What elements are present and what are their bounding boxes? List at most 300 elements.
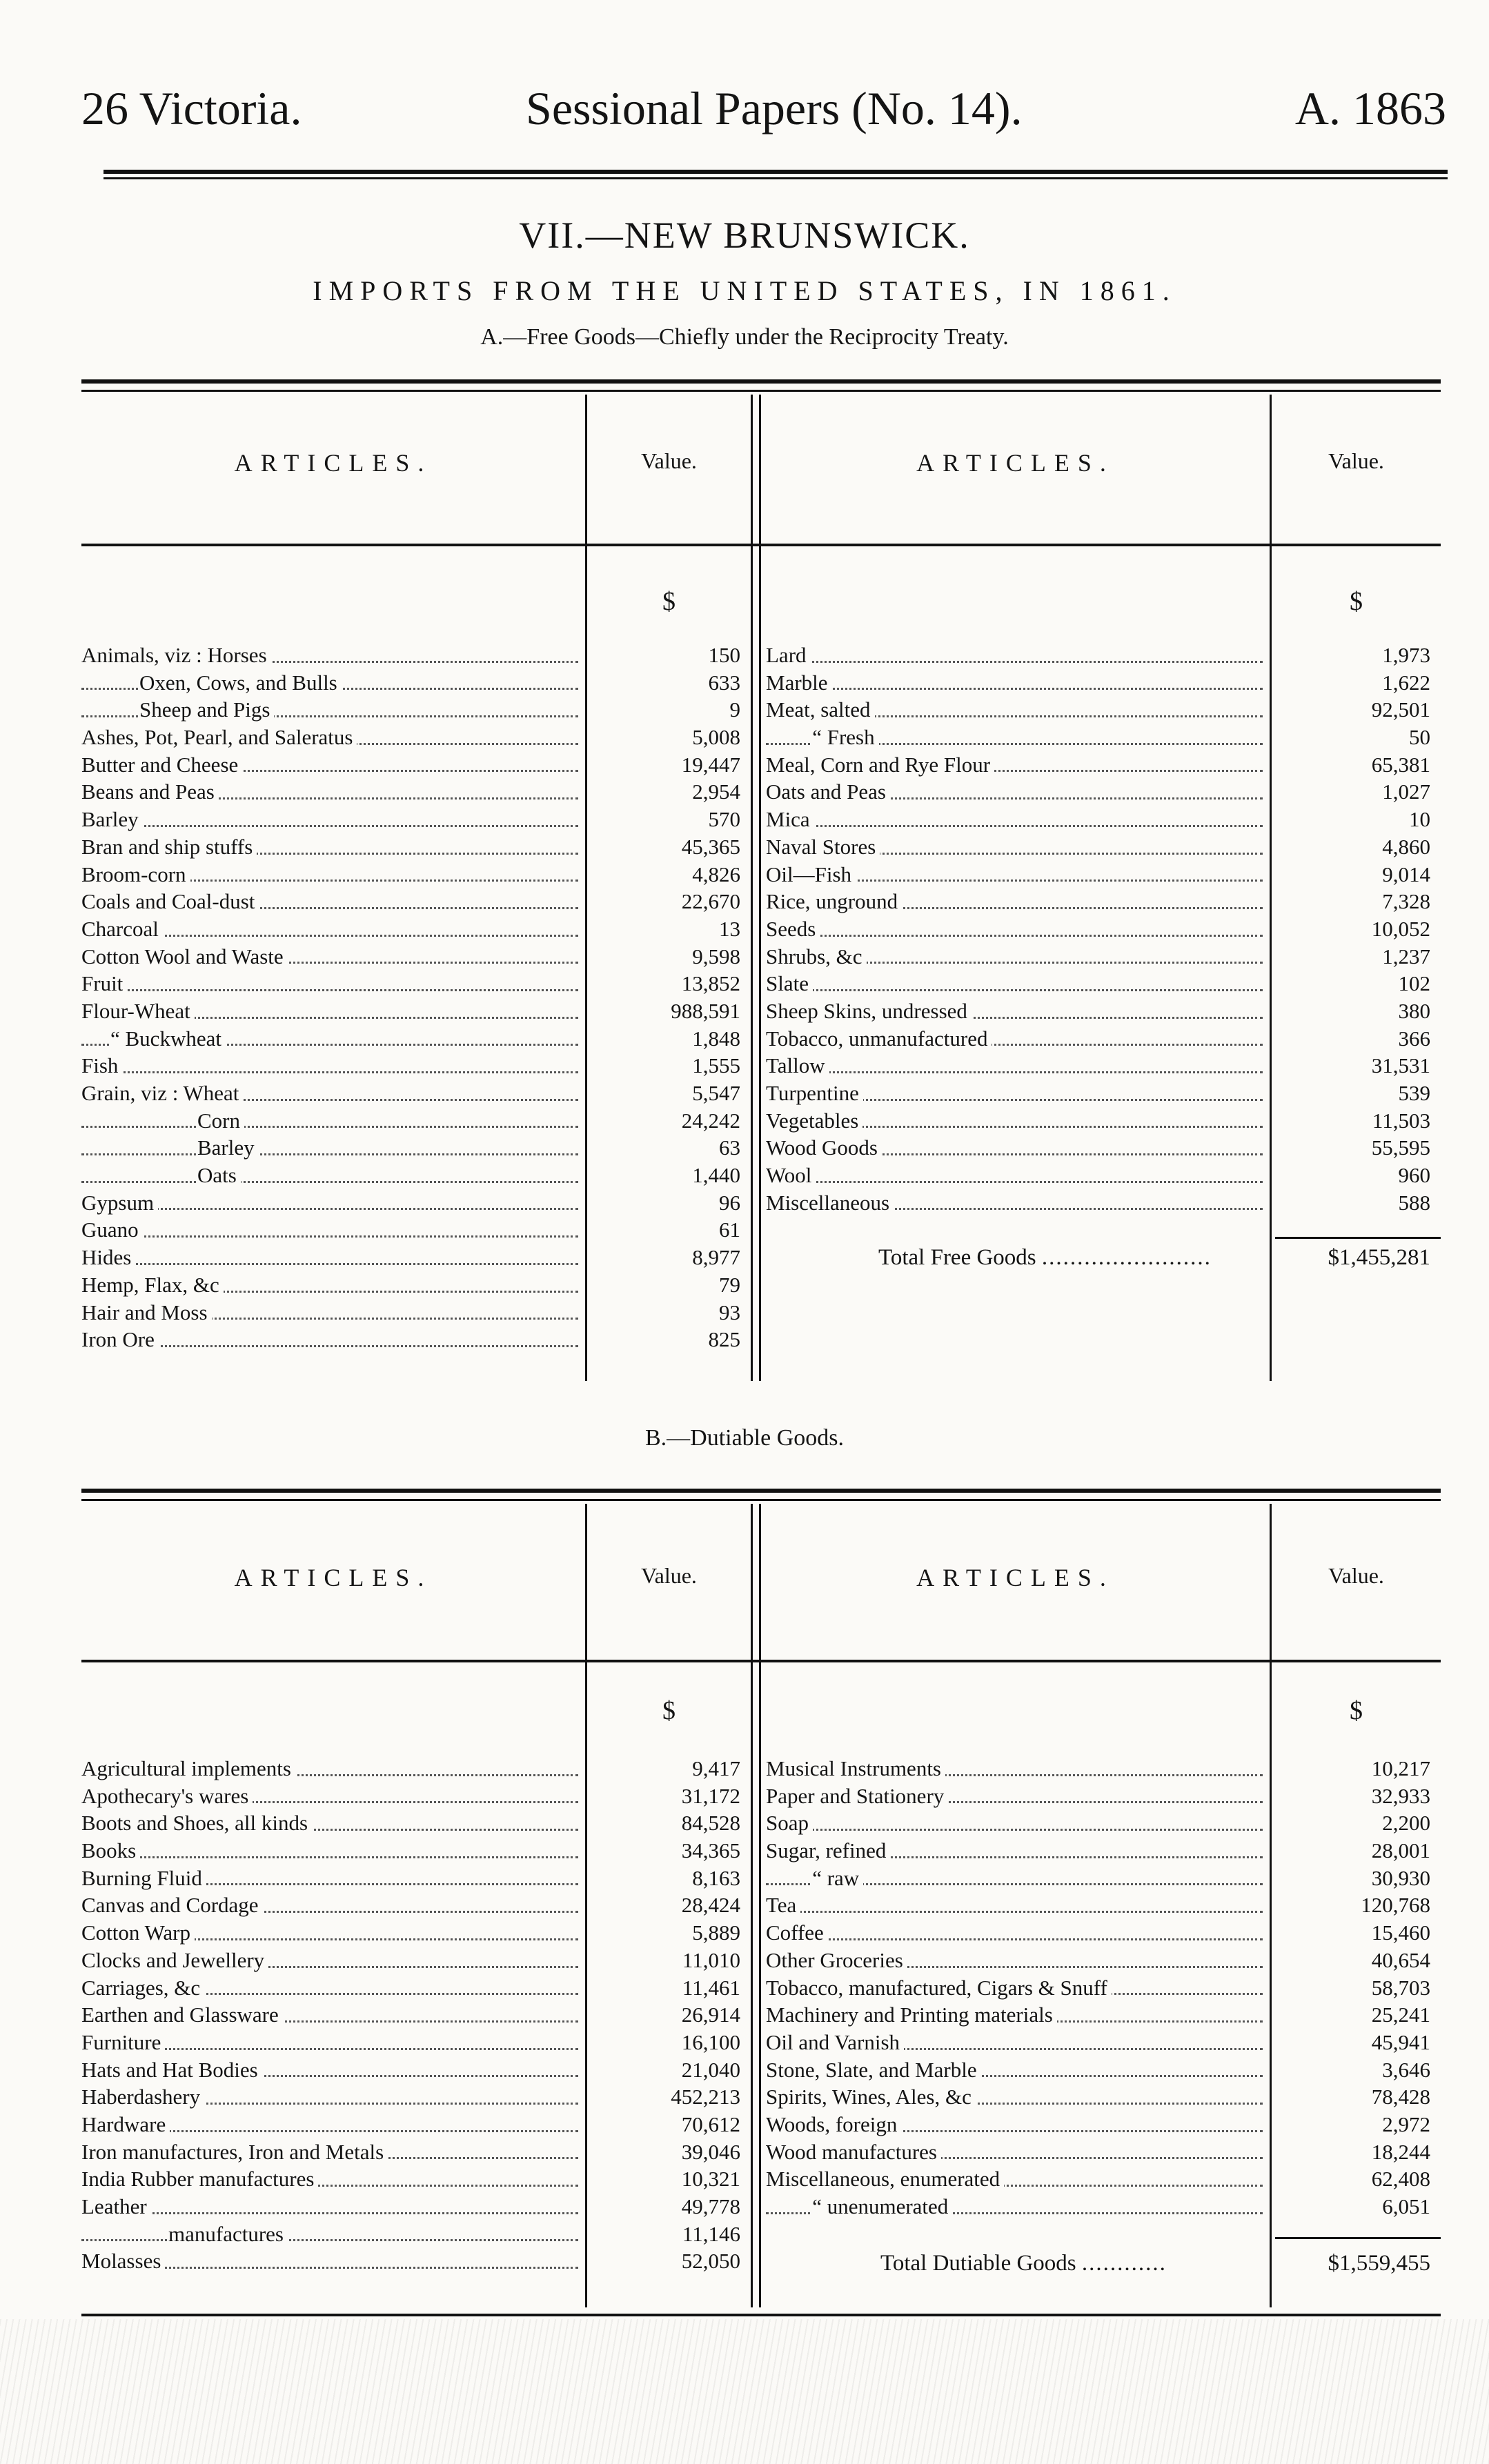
article-row (766, 2001, 1263, 2029)
article-name: Spirits, Wines, Ales, &c (766, 2085, 976, 2109)
article-name: Rice, unground (766, 889, 902, 913)
column-divider (751, 1504, 753, 2307)
column-divider (751, 395, 753, 1381)
article-name: Hats and Hat Bodies (81, 2058, 262, 2082)
leader-dots (81, 1856, 578, 1858)
article-value: 825 (708, 1327, 740, 1352)
article-row (766, 1134, 1263, 1162)
article-row (81, 1052, 578, 1080)
article-row (766, 1837, 1263, 1865)
leader-dots (766, 825, 1263, 827)
column-header-articles: ARTICLES. (916, 1564, 1114, 1591)
article-value: 1,622 (1382, 670, 1430, 695)
article-name: Animals, viz : Horses (81, 643, 271, 667)
article-value: 1,555 (692, 1053, 740, 1078)
table-bottom-rule (81, 2314, 1441, 2316)
article-value: 4,860 (1382, 834, 1430, 859)
article-value: 10 (1409, 807, 1430, 832)
article-value: 28,424 (681, 1893, 740, 1918)
article-row (766, 943, 1263, 971)
dutiable-goods-table (81, 1489, 1441, 2309)
article-row (766, 1974, 1263, 2002)
article-row (766, 833, 1263, 861)
leader-dots (81, 989, 578, 991)
article-name: Leather (81, 2194, 151, 2218)
article-name: manufactures (168, 2222, 288, 2246)
article-row (766, 642, 1263, 669)
article-value: 8,977 (692, 1245, 740, 1270)
free-goods-right-values (1272, 642, 1430, 1216)
article-value: 10,217 (1371, 1756, 1430, 1780)
article-row (766, 1782, 1263, 1810)
article-row (81, 997, 578, 1025)
article-value: 34,365 (681, 1838, 740, 1863)
article-name: Wood manufactures (766, 2140, 941, 2164)
article-name: Seeds (766, 917, 820, 941)
article-row (766, 1891, 1263, 1919)
article-name: Cotton Wool and Waste (81, 944, 288, 968)
article-name: Boots and Shoes, all kinds (81, 1811, 312, 1835)
article-name: Agricultural implements (81, 1756, 295, 1780)
article-row (766, 751, 1263, 779)
article-value: 70,612 (681, 2112, 740, 2136)
article-value: 102 (1398, 971, 1430, 996)
article-row (766, 2111, 1263, 2138)
article-value: 31,531 (1371, 1053, 1430, 1078)
column-header-articles: ARTICLES. (916, 449, 1114, 477)
article-value: 58,703 (1371, 1975, 1430, 2000)
article-value: 452,213 (671, 2085, 740, 2109)
article-name: Hair and Moss (81, 1300, 212, 1324)
article-value: 79 (719, 1272, 740, 1297)
article-value: 960 (1398, 1163, 1430, 1188)
leader-dots (766, 1911, 1263, 1913)
article-row (766, 1755, 1263, 1782)
leader-dots (81, 1153, 578, 1155)
article-name: Tea (766, 1893, 800, 1917)
article-row (81, 1919, 578, 1947)
currency-symbol: $ (662, 1696, 676, 1725)
section-a-caption: A.—Free Goods—Chiefly under the Reciprocity Treaty. (480, 324, 1009, 350)
article-value: 50 (1409, 725, 1430, 750)
article-value: 84,528 (681, 1811, 740, 1836)
leader-dots (766, 688, 1263, 690)
article-row (81, 1025, 578, 1053)
article-value: 55,595 (1371, 1135, 1430, 1160)
article-row (81, 1782, 578, 1810)
column-header-articles: ARTICLES. (234, 1564, 433, 1591)
total-rule (1275, 2237, 1441, 2239)
article-name: Barley (81, 807, 143, 831)
column-header-value: Value. (1328, 1563, 1384, 1588)
article-name: Hides (81, 1245, 135, 1269)
scan-texture (0, 2319, 1489, 2464)
article-row (766, 696, 1263, 724)
article-name: Haberdashery (81, 2085, 204, 2109)
article-row (766, 669, 1263, 697)
free-goods-left-values (587, 642, 740, 1353)
article-value: 45,941 (1371, 2029, 1430, 2054)
article-row (81, 2111, 578, 2138)
article-row (81, 669, 578, 697)
article-name: Meat, salted (766, 697, 875, 722)
article-name: Butter and Cheese (81, 753, 242, 777)
article-row (766, 2165, 1263, 2193)
page-title: VII.—NEW BRUNSWICK. (519, 215, 970, 256)
article-name: Other Groceries (766, 1948, 907, 1972)
article-row (81, 2056, 578, 2084)
article-value: 9,014 (1382, 862, 1430, 886)
article-row (766, 1809, 1263, 1837)
article-value: 539 (1398, 1081, 1430, 1105)
article-value: 39,046 (681, 2139, 740, 2164)
article-value: 13,852 (681, 971, 740, 996)
article-name: Fish (81, 1053, 122, 1077)
total-free-goods-value: $1,455,281 (1328, 1245, 1430, 1270)
column-divider (759, 1504, 761, 2307)
article-row (766, 778, 1263, 806)
article-value: 11,146 (682, 2221, 740, 2246)
article-row (766, 1189, 1263, 1217)
article-name: Naval Stores (766, 835, 880, 859)
article-value: 1,440 (692, 1163, 740, 1188)
article-row (81, 2193, 578, 2220)
article-name: Apothecary's wares (81, 1784, 253, 1808)
article-row (766, 2193, 1263, 2220)
article-name: Tallow (766, 1053, 829, 1077)
leader-dots (766, 1071, 1263, 1073)
article-row (766, 2056, 1263, 2084)
article-name: Oats (197, 1163, 241, 1187)
article-row (81, 2001, 578, 2029)
article-value: 96 (719, 1190, 740, 1215)
article-row (81, 2138, 578, 2166)
leader-dots (766, 1829, 1263, 1831)
leader-dots (81, 1181, 578, 1183)
article-name: Oil—Fish (766, 862, 856, 886)
article-value: 93 (719, 1300, 740, 1324)
total-free-goods-label: Total Free Goods ........................ (878, 1245, 1212, 1270)
total-label: Total Free Goods (878, 1245, 1036, 1270)
article-name: Barley (197, 1135, 259, 1160)
article-name: Wool (766, 1163, 816, 1187)
article-name: Musical Instruments (766, 1756, 945, 1780)
article-name: Slate (766, 971, 813, 995)
article-row (766, 861, 1263, 888)
article-row (766, 970, 1263, 997)
column-header-value: Value. (1328, 448, 1384, 473)
article-value: 19,447 (681, 752, 740, 777)
article-value: 633 (708, 670, 740, 695)
article-value: 25,241 (1371, 2003, 1430, 2027)
article-value: 78,428 (1371, 2085, 1430, 2109)
free-goods-left-articles (81, 642, 578, 1353)
article-row (81, 1837, 578, 1865)
article-value: 1,237 (1382, 944, 1430, 968)
article-value: 988,591 (671, 998, 740, 1023)
article-name: Wood Goods (766, 1135, 882, 1160)
total-dutiable-goods-value: $1,559,455 (1328, 2251, 1430, 2276)
article-row (81, 970, 578, 997)
article-row (81, 1271, 578, 1299)
article-value: 9 (729, 697, 740, 722)
article-value: 366 (1398, 1026, 1430, 1051)
article-name: Machinery and Printing materials (766, 2003, 1057, 2027)
article-value: 63 (719, 1135, 740, 1160)
total-dutiable-goods-label: Total Dutiable Goods ............ (880, 2251, 1167, 2276)
article-name: Grain, viz : Wheat (81, 1081, 243, 1105)
leader-dots (81, 1071, 578, 1073)
column-header-value: Value. (641, 1563, 697, 1588)
article-row (766, 1107, 1263, 1135)
dutiable-goods-left-values (587, 1755, 740, 2275)
article-value: 120,768 (1361, 1893, 1430, 1918)
article-value: 40,654 (1371, 1947, 1430, 1972)
section-b-caption: B.—Dutiable Goods. (644, 1425, 845, 1451)
article-name: “ unenumerated (812, 2194, 952, 2218)
leader-dots (81, 1126, 578, 1128)
article-name: Woods, foreign (766, 2112, 901, 2136)
article-name: Charcoal (81, 917, 163, 941)
header-volume: 26 Victoria. (81, 82, 302, 135)
column-header-articles: ARTICLES. (234, 449, 433, 477)
article-name: Broom-corn (81, 862, 190, 886)
article-value: 2,954 (692, 779, 740, 804)
currency-symbol: $ (662, 587, 676, 616)
article-value: 30,930 (1371, 1865, 1430, 1890)
article-value: 570 (708, 807, 740, 832)
dutiable-goods-right-values (1272, 1755, 1430, 2220)
article-row (766, 2138, 1263, 2166)
article-name: Hardware (81, 2112, 170, 2136)
article-name: Sheep Skins, undressed (766, 999, 972, 1023)
article-row (766, 724, 1263, 751)
leader-dots (766, 1181, 1263, 1183)
article-value: 7,328 (1382, 889, 1430, 914)
article-row (81, 1244, 578, 1271)
article-value: 13 (719, 916, 740, 941)
article-name: Iron manufactures, Iron and Metals (81, 2140, 388, 2164)
article-value: 8,163 (692, 1865, 740, 1890)
article-value: 45,365 (681, 834, 740, 859)
article-name: Hemp, Flax, &c (81, 1273, 224, 1297)
header-year: A. 1863 (1294, 82, 1446, 135)
article-row (81, 1865, 578, 1892)
article-name: Vegetables (766, 1109, 862, 1133)
article-row (81, 696, 578, 724)
article-value: 1,973 (1382, 643, 1430, 667)
article-name: Corn (197, 1109, 244, 1133)
article-value: 9,598 (692, 944, 740, 968)
article-name: “ Fresh (812, 725, 878, 749)
article-row (766, 2029, 1263, 2056)
article-name: Lard (766, 643, 811, 667)
article-name: Soap (766, 1811, 813, 1835)
header-rule (103, 170, 1448, 179)
leader-dots (766, 989, 1263, 991)
article-value: 588 (1398, 1190, 1430, 1215)
article-value: 1,027 (1382, 779, 1430, 804)
article-name: Fruit (81, 971, 127, 995)
free-goods-right-articles (766, 642, 1263, 1216)
article-row (766, 2083, 1263, 2111)
leader-dots (766, 661, 1263, 663)
article-value: 2,200 (1382, 1811, 1430, 1836)
article-row (766, 1025, 1263, 1053)
article-name: Paper and Stationery (766, 1784, 948, 1808)
article-value: 380 (1398, 998, 1430, 1023)
article-value: 62,408 (1371, 2167, 1430, 2192)
leader-dots (766, 935, 1263, 937)
header-title: Sessional Papers (No. 14). (526, 82, 1023, 135)
article-row (81, 888, 578, 915)
article-name: Iron Ore (81, 1327, 159, 1351)
leader-dots (81, 1235, 578, 1238)
article-row (81, 1809, 578, 1837)
article-name: Sugar, refined (766, 1838, 890, 1862)
article-row (81, 1326, 578, 1353)
article-name: Coffee (766, 1920, 828, 1945)
currency-symbol: $ (1350, 587, 1363, 616)
article-value: 1,848 (692, 1026, 740, 1051)
article-name: Gypsum (81, 1191, 158, 1215)
article-name: Cotton Warp (81, 1920, 195, 1945)
article-name: Meal, Corn and Rye Flour (766, 753, 994, 777)
article-name: Ashes, Pot, Pearl, and Saleratus (81, 725, 357, 749)
article-value: 15,460 (1371, 1920, 1430, 1945)
leader-dots (766, 1938, 1263, 1940)
article-value: 61 (719, 1218, 740, 1242)
article-value: 10,321 (681, 2167, 740, 2192)
article-name: “ raw (812, 1866, 863, 1890)
dutiable-goods-right-articles (766, 1755, 1263, 2220)
leader-dots (81, 2239, 578, 2241)
article-name: Oxen, Cows, and Bulls (139, 670, 342, 695)
article-name: Flour-Wheat (81, 999, 195, 1023)
article-value: 11,010 (682, 1947, 740, 1972)
column-divider (759, 395, 761, 1381)
article-row (81, 1299, 578, 1327)
article-row (81, 1162, 578, 1189)
article-name: Carriages, &c (81, 1976, 204, 2000)
article-row (81, 2165, 578, 2193)
article-name: Miscellaneous, enumerated (766, 2167, 1004, 2191)
header-rule (81, 544, 1441, 546)
article-name: Sheep and Pigs (139, 697, 274, 722)
page-subtitle: IMPORTS FROM THE UNITED STATES, IN 1861. (313, 275, 1176, 306)
article-row (766, 1865, 1263, 1892)
article-value: 10,052 (1371, 916, 1430, 941)
article-name: Beans and Peas (81, 779, 219, 804)
article-value: 11,503 (1372, 1108, 1430, 1133)
article-value: 28,001 (1371, 1838, 1430, 1863)
article-name: Oats and Peas (766, 779, 890, 804)
article-row (81, 1080, 578, 1107)
article-name: Tobacco, manufactured, Cigars & Snuff (766, 1976, 1112, 2000)
article-value: 92,501 (1371, 697, 1430, 722)
article-row (766, 1162, 1263, 1189)
article-row (81, 751, 578, 779)
article-row (766, 1919, 1263, 1947)
article-row (81, 1974, 578, 2002)
article-row (81, 1755, 578, 1782)
total-label: Total Dutiable Goods (880, 2251, 1076, 2276)
article-value: 16,100 (681, 2029, 740, 2054)
article-name: Earthen and Glassware (81, 2003, 283, 2027)
article-name: Books (81, 1838, 140, 1862)
article-value: 18,244 (1371, 2139, 1430, 2164)
article-name: Burning Fluid (81, 1866, 206, 1890)
free-goods-table (81, 379, 1441, 1383)
article-value: 65,381 (1371, 752, 1430, 777)
leader-dots (81, 825, 578, 827)
article-value: 26,914 (681, 2003, 740, 2027)
article-value: 32,933 (1371, 1783, 1430, 1808)
article-row (81, 1134, 578, 1162)
article-row (766, 888, 1263, 915)
article-value: 24,242 (681, 1108, 740, 1133)
currency-symbol: $ (1350, 1696, 1363, 1725)
article-row (81, 861, 578, 888)
article-name: Molasses (81, 2249, 165, 2273)
article-name: Coals and Coal-dust (81, 889, 259, 913)
article-name: “ Buckwheat (110, 1026, 226, 1051)
article-row (81, 943, 578, 971)
article-name: Oil and Varnish (766, 2030, 904, 2054)
article-row (81, 833, 578, 861)
article-name: Guano (81, 1218, 143, 1242)
article-row (81, 2247, 578, 2275)
article-value: 22,670 (681, 889, 740, 914)
article-row (81, 2220, 578, 2248)
leader-dots (81, 2212, 578, 2214)
article-row (766, 997, 1263, 1025)
article-row (766, 1947, 1263, 1974)
article-name: Furniture (81, 2030, 165, 2054)
table-top-rule (81, 379, 1441, 392)
article-row (81, 1189, 578, 1217)
article-value: 6,051 (1382, 2194, 1430, 2218)
article-value: 49,778 (681, 2194, 740, 2218)
article-row (81, 1107, 578, 1135)
running-header (81, 81, 1446, 143)
article-value: 11,461 (682, 1975, 740, 2000)
article-name: Mica (766, 807, 814, 831)
article-row (81, 642, 578, 669)
article-name: Bran and ship stuffs (81, 835, 257, 859)
article-row (766, 1052, 1263, 1080)
column-header-value: Value. (641, 448, 697, 473)
article-name: Clocks and Jewellery (81, 1948, 268, 1972)
article-row (81, 2083, 578, 2111)
article-value: 5,008 (692, 725, 740, 750)
article-row (766, 806, 1263, 833)
article-value: 21,040 (681, 2057, 740, 2082)
article-row (81, 724, 578, 751)
article-row (81, 1216, 578, 1244)
article-row (766, 1080, 1263, 1107)
article-row (766, 915, 1263, 943)
article-row (81, 915, 578, 943)
article-row (81, 2029, 578, 2056)
article-value: 9,417 (692, 1756, 740, 1780)
table-top-rule (81, 1489, 1441, 1501)
header-rule (81, 1660, 1441, 1662)
article-value: 4,826 (692, 862, 740, 886)
article-name: Miscellaneous (766, 1191, 894, 1215)
article-name: Tobacco, unmanufactured (766, 1026, 992, 1051)
article-value: 31,172 (681, 1783, 740, 1808)
